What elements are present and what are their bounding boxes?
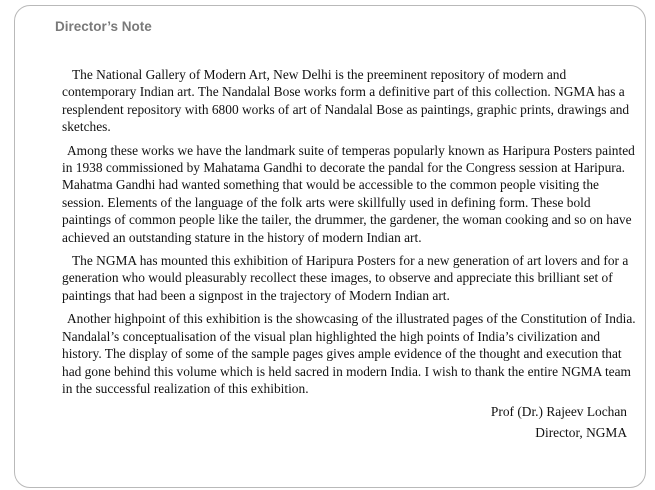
paragraph-intro: The National Gallery of Modern Art, New Delhi is the preeminent repository of modern and contemporary Indian art. The Nandalal Bose works form a definitive part of this collection. NGMA has a resplendent repository with 6800 works of art of Nandalal Bose as paintings, graphic prints, drawings and sketches.: [62, 67, 630, 135]
paragraph-haripura-posters: Among these works we have the landmark suite of temperas popularly known as Haripura Posters painted in 1938 commissioned by Mahatama Gandhi to decorate the pandal for the Congress session at Haripura. Mahatma Gandhi had wanted something that would be accessible to the common people visiting the session. Elements of the language of the folk arts were skillfully used in defining form. These bold paintings of common people like the tailer, the drummer, the gardener, the woman cooking and so on have achieved an outstanding stature in the history of modern Indian art.: [62, 142, 635, 245]
note-frame: [14, 5, 646, 488]
note-body: [62, 66, 636, 441]
page-title: Director’s Note: [55, 19, 152, 34]
signature-name: Prof (Dr.) Rajeev Lochan: [490, 404, 627, 420]
paragraph-constitution: Another highpoint of this exhibition is the showcasing of the illustrated pages of the Constitution of India. Nandalal’s conceptualisation of the visual plan highlighted the high points of India’s civilization and history. The display of some of the sample pages gives ample evidence of the thought and execution that had gone behind this volume which is held sacred in modern India. I wish to thank the entire NGMA team in the successful realization of this exhibition.: [62, 311, 636, 396]
paragraph-exhibition: The NGMA has mounted this exhibition of Haripura Posters for a new generation of art lovers and for a generation who would pleasurably recollect these images, to observe and appreciate this brilliant set of paintings that had been a signpost in the trajectory of Modern Indian art.: [62, 253, 629, 303]
signature-title: Director, NGMA: [535, 424, 627, 440]
